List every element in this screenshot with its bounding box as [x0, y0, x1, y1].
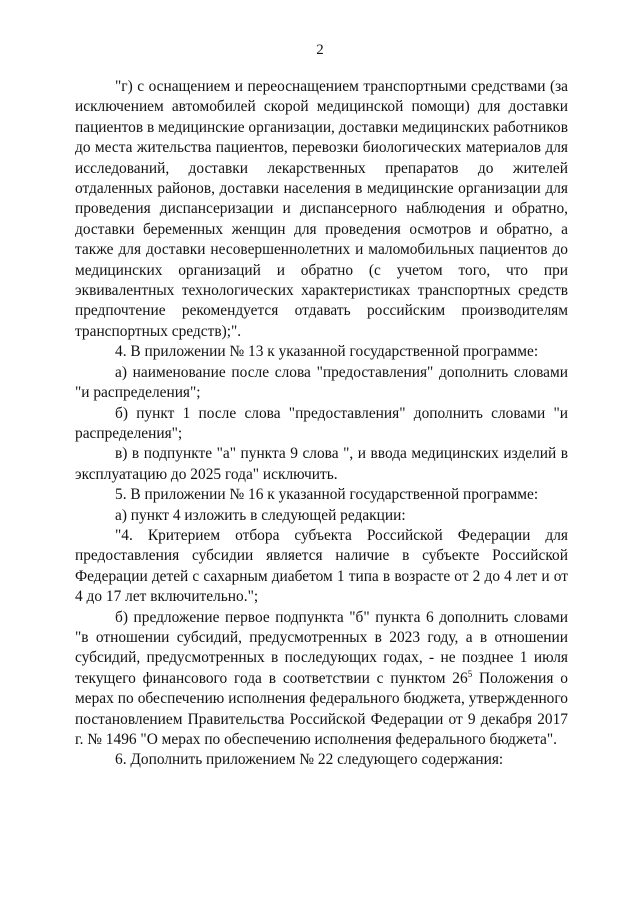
document-body: [75, 77, 568, 771]
paragraph-item-5b-after: Положения о мерах по обеспечению исполнения федерального бюджета, утвержденного постановлением Правительства Российской Федерации от 9 декабря 2017 г. № 1496 "О мерах по обеспечению исполнения федерального бюджета".: [75, 669, 568, 748]
paragraph-item-4v: в) в подпункте "а" пункта 9 слова ", и ввода медицинских изделий в эксплуатацию до 2025 года" исключить.: [75, 445, 568, 483]
paragraph-transport-equipment: "г) с оснащением и переоснащением транспортными средствами (за исключением автомобилей скорой медицинской помощи) для доставки пациентов в медицинские организации, доставки медицинских работников до места жительства пациентов, перевозки биологических материалов для исследований, доставки лекарственных препаратов до жителей отдаленных районов, доставки населения в медицинские организации для проведения диспансеризации и диспансерного наблюдения и обратно, доставки беременных женщин для проведения осмотров и обратно, а также для доставки несовершеннолетних и маломобильных пациентов до медицинских организаций и обратно (с учетом того, что при эквивалентных технологических характеристиках транспортных средств предпочтение рекомендуется отдавать российским производителям транспортных средств);".: [75, 78, 568, 340]
paragraph-item-5-heading: 5. В приложении № 16 к указанной государственной программе:: [115, 486, 539, 504]
paragraph-item-5b: [75, 608, 568, 751]
paragraph-item-5a-quote: "4. Критерием отбора субъекта Российской Федерации для предоставления субсидии является наличие в субъекте Российской Федерации детей с сахарным диабетом 1 типа в возрасте от 2 до 4 лет и от 4 до 17 лет включительно.";: [75, 526, 568, 606]
paragraph-item-6: 6. Дополнить приложением № 22 следующего содержания:: [115, 751, 504, 769]
paragraph-item-4a: а) наименование после слова "предоставления" дополнить словами "и распределения";: [75, 363, 568, 402]
paragraph-item-5a: а) пункт 4 изложить в следующей редакции:: [115, 506, 406, 524]
paragraph-item-5b-before: б) предложение первое подпункта "б" пункта 6 дополнить словами "в отношении субсидий, предусмотренных в 2023 году, а в отношении субсидий, предусмотренных в последующих годах, - не позднее 1 июля текущего финансового года в соответствии с пунктом 26: [75, 608, 568, 687]
footnote-superscript: 5: [467, 668, 473, 679]
page-number: 2: [316, 42, 324, 58]
paragraph-item-4b: б) пункт 1 после слова "предоставления" дополнить словами "и распределения";: [75, 404, 568, 442]
paragraph-item-4-heading: 4. В приложении № 13 к указанной государственной программе:: [115, 343, 539, 361]
